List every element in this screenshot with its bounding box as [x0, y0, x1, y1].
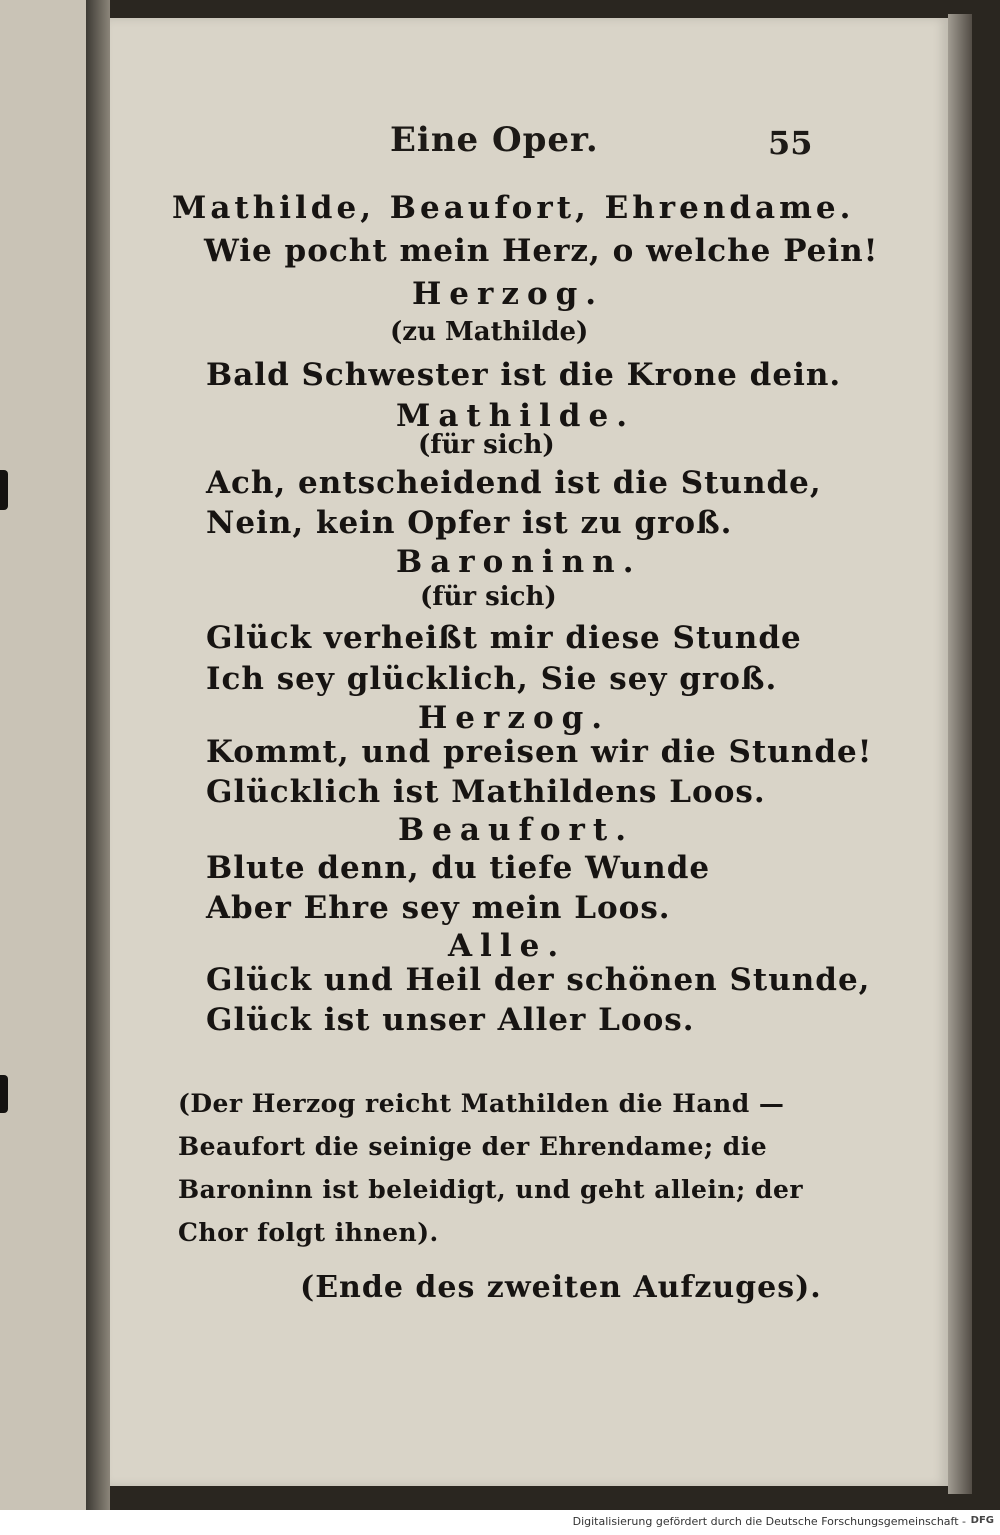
verse-line: Wie pocht mein Herz, o welche Pein! [204, 233, 879, 269]
speaker-line: Mathilde. [396, 398, 636, 434]
book-gutter [86, 0, 110, 1510]
dfg-logo: DFG [970, 1515, 994, 1526]
page-fore-edge [948, 14, 972, 1494]
stage-direction-line: (zu Mathilde) [390, 317, 589, 347]
verse-line: Aber Ehre sey mein Loos. [206, 890, 671, 926]
verse-line: Nein, kein Opfer ist zu groß. [206, 505, 733, 541]
speaker-line: Herzog. [418, 700, 611, 736]
previous-page-edge [0, 0, 88, 1510]
speaker-line: Alle. [448, 928, 567, 964]
verse-line: Ich sey glücklich, Sie sey groß. [206, 661, 778, 697]
page-number: 55 [768, 124, 813, 162]
verse-line: Blute denn, du tiefe Wunde [206, 850, 711, 886]
verse-line: Glück ist unser Aller Loos. [206, 1002, 695, 1038]
binding-mark [0, 1075, 8, 1113]
verse-line: Kommt, und preisen wir die Stunde! [206, 734, 873, 770]
verse-line: Glücklich ist Mathildens Loos. [206, 774, 766, 810]
stage-direction-paragraph: (Der Herzog reicht Mathilden die Hand — Beaufort die seinige der Ehrendame; die Baroninn ist beleidigt, und geht allein; der Chor folgt ihnen). [178, 1089, 804, 1247]
speaker-line: Mathilde, Beaufort, Ehrendame. [172, 190, 855, 226]
stage-direction-line: (für sich) [418, 430, 555, 460]
verse-line: Ach, entscheidend ist die Stunde, [206, 465, 822, 501]
verse-line: Glück und Heil der schönen Stunde, [206, 962, 871, 998]
speaker-line: Beaufort. [398, 812, 635, 848]
speaker-line: Baroninn. [396, 544, 642, 580]
speaker-line: Herzog. [412, 276, 605, 312]
funding-notice: Digitalisierung gefördert durch die Deutsche Forschungsgemeinschaft - [572, 1515, 966, 1528]
stage-direction-line: (für sich) [420, 582, 557, 612]
act-ending: (Ende des zweiten Aufzuges). [300, 1270, 822, 1305]
verse-line: Bald Schwester ist die Krone dein. [206, 357, 842, 393]
verse-line: Glück verheißt mir diese Stunde [206, 620, 802, 656]
running-title: Eine Oper. [390, 120, 599, 160]
binding-mark [0, 470, 8, 510]
